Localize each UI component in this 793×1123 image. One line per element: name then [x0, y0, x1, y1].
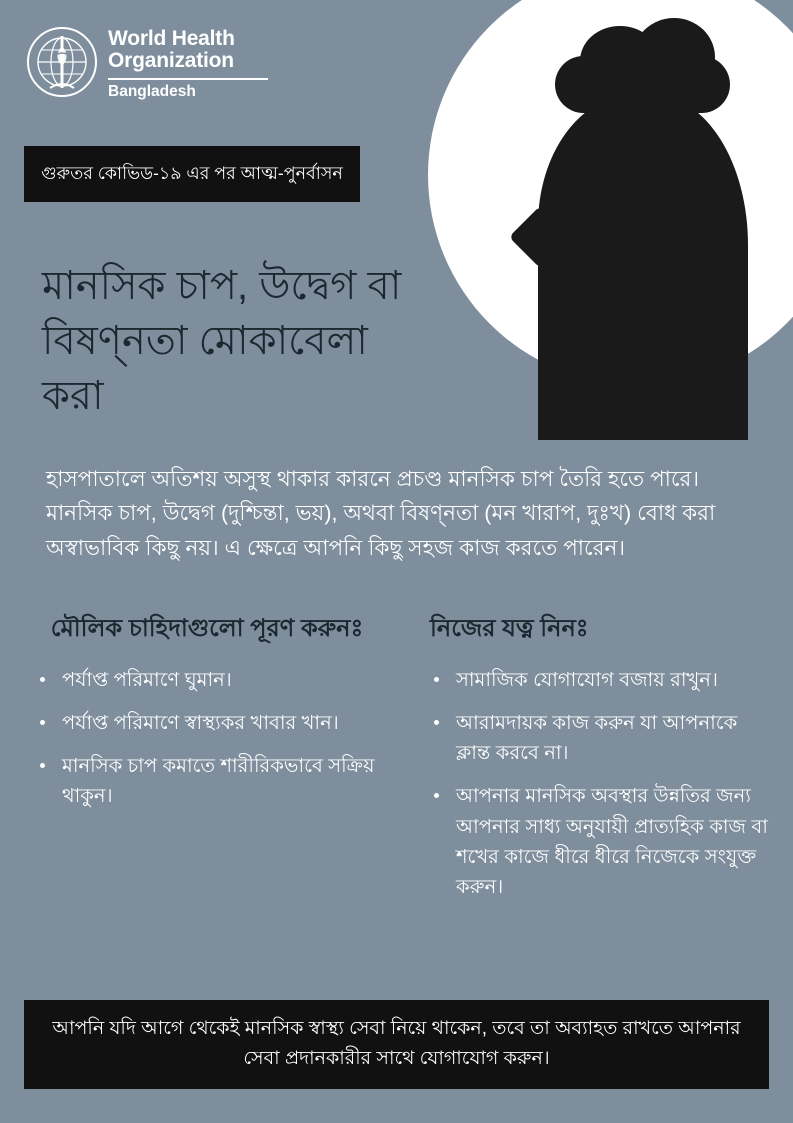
advice-column-basic-needs	[30, 612, 400, 915]
logo-line-2: Organization	[108, 49, 234, 73]
logo-country: Bangladesh	[108, 82, 196, 100]
who-logo-text	[108, 26, 268, 101]
list-item: আপনার মানসিক অবস্থার উন্নতির জন্য আপনার সাধ্য অনুযায়ী প্রাত্যহিক কাজ বা শখের কাজে ধীরে ধীরে নিজেকে সংযুক্ত করুন।	[424, 781, 770, 902]
column-heading: নিজের যত্ন নিনঃ	[430, 615, 589, 642]
list-item: পর্যাপ্ত পরিমাণে ঘুমান।	[30, 665, 384, 695]
footer-callout-banner: আপনি যদি আগে থেকেই মানসিক স্বাস্থ্য সেবা নিয়ে থাকেন, তবে তা অব্যাহত রাখতে আপনার সেবা প্রদানকারীর সাথে যোগাযোগ করুন।	[24, 1000, 769, 1089]
head-chin-shape	[538, 300, 748, 440]
list-item: সামাজিক যোগাযোগ বজায় রাখুন।	[424, 665, 770, 695]
thought-cloud-icon	[555, 18, 730, 113]
who-emblem-icon	[26, 26, 98, 98]
list-item: পর্যাপ্ত পরিমাণে স্বাস্থ্যকর খাবার খান।	[30, 708, 384, 738]
list-item: আরামদায়ক কাজ করুন যা আপনাকে ক্লান্ত করবে না।	[424, 708, 770, 768]
logo-divider	[108, 78, 268, 80]
list-item: মানসিক চাপ কমাতে শারীরিকভাবে সক্রিয় থাকুন।	[30, 751, 384, 811]
head-shape	[538, 95, 748, 415]
intro-paragraph: হাসপাতালে অতিশয় অসুস্থ থাকার কারনে প্রচণ্ড মানসিক চাপ তৈরি হতে পারে। মানসিক চাপ, উদ্বেগ (দুশ্চিন্তা, ভয়), অথবা বিষণ্নতা (মন খারাপ, দুঃখ) বোধ করা অস্বাভাবিক কিছু নয়। এ ক্ষেত্রে আপনি কিছু সহজ কাজ করতে পারেন।	[46, 466, 716, 561]
page-title: মানসিক চাপ, উদ্বেগ বা বিষণ্নতা মোকাবেলা করা	[42, 263, 402, 419]
advice-list	[30, 665, 384, 812]
advice-columns	[30, 612, 770, 915]
circle-backdrop	[428, 0, 793, 385]
series-label-banner: গুরুতর কোভিড-১৯ এর পর আত্ম-পুনর্বাসন	[24, 146, 360, 202]
column-heading: মৌলিক চাহিদাগুলো পূরণ করুনঃ	[50, 615, 364, 642]
head-nose-shape	[509, 206, 571, 268]
who-logo	[26, 26, 268, 101]
advice-list	[424, 665, 770, 903]
advice-column-self-care	[400, 612, 770, 915]
logo-line-1: World Health	[108, 27, 235, 50]
